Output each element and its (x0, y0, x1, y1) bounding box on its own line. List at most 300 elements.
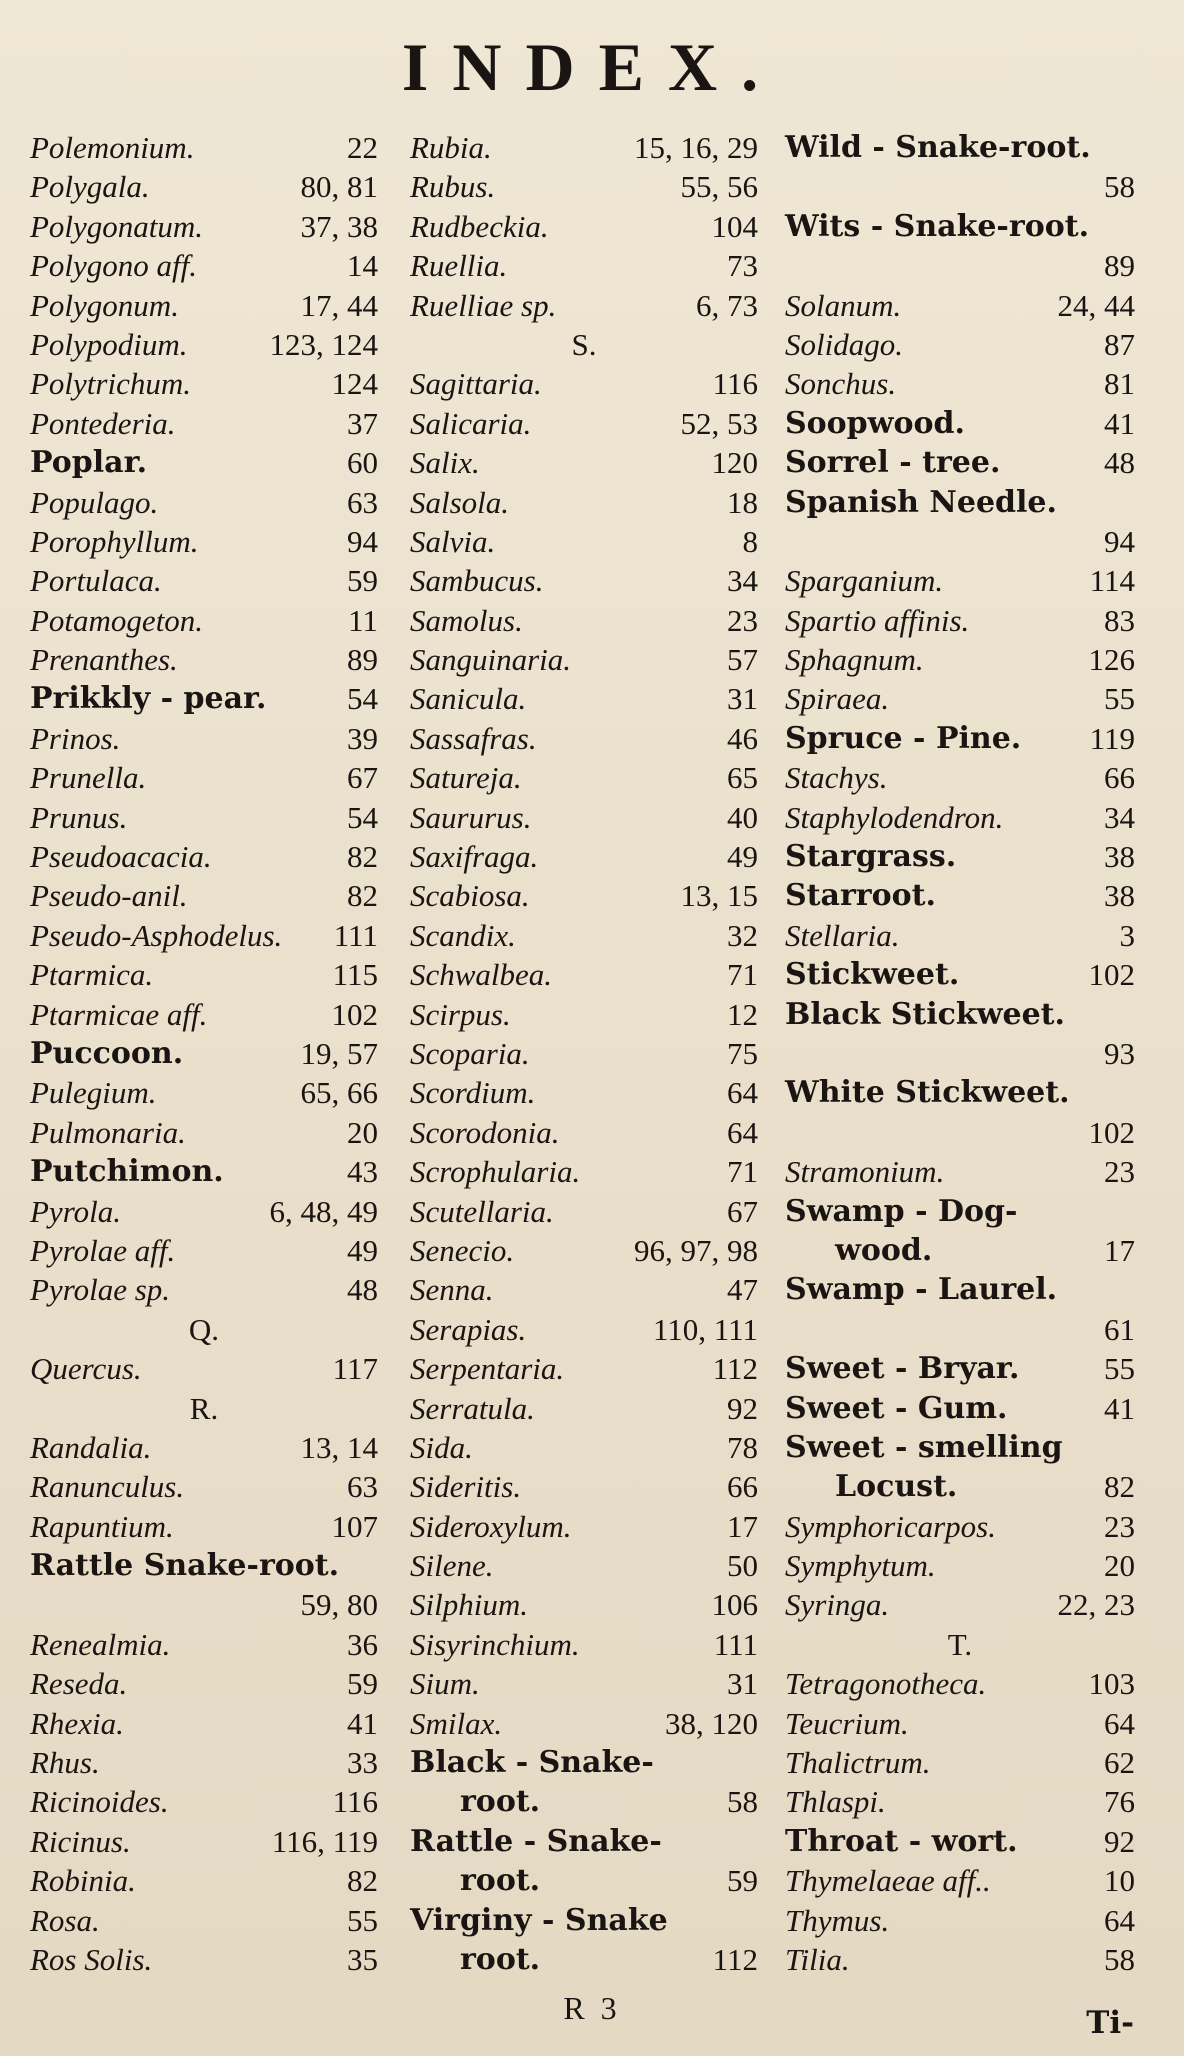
index-page-numbers: 54 (347, 799, 378, 835)
index-page-numbers: 64 (727, 1114, 758, 1150)
index-term: Starroot. (785, 878, 936, 914)
index-page-numbers: 34 (1104, 799, 1135, 835)
index-entry (410, 246, 758, 285)
index-page-numbers: 58 (1104, 169, 1135, 205)
index-term: Ricinoides. (30, 1784, 169, 1820)
index-entry (30, 1270, 378, 1309)
index-entry (410, 837, 758, 876)
index-page-numbers: 33 (347, 1745, 378, 1781)
index-term: Locust. (835, 1469, 958, 1505)
index-entry (30, 995, 378, 1034)
index-page-numbers: 111 (333, 917, 378, 953)
index-entry (30, 1428, 378, 1467)
index-term: Thalictrum. (785, 1745, 931, 1781)
index-entry (785, 876, 1135, 915)
index-page-numbers: 8 (742, 523, 758, 559)
index-entry (410, 483, 758, 522)
index-term: Prunus. (30, 799, 128, 835)
index-entry (30, 1861, 378, 1900)
index-term: Stargrass. (785, 839, 957, 875)
index-entry (30, 561, 378, 600)
index-page-numbers: 65 (727, 760, 758, 796)
index-term: Solanum. (785, 287, 902, 323)
index-entry (785, 1428, 1135, 1467)
index-page-numbers: 36 (347, 1626, 378, 1662)
index-term: Robinia. (30, 1863, 136, 1899)
index-term: Rattle - Snake- (410, 1823, 662, 1859)
index-page-numbers: 43 (347, 1154, 378, 1190)
index-entry (785, 246, 1135, 285)
index-section-letter (30, 1389, 378, 1428)
index-page-numbers: 48 (347, 1272, 378, 1308)
index-entry (410, 1940, 758, 1979)
index-page-numbers: 49 (347, 1232, 378, 1268)
index-page-numbers: 38 (1104, 839, 1135, 875)
index-term: Syringa. (785, 1587, 890, 1623)
index-entry (410, 1822, 758, 1861)
index-term: Rubia. (410, 130, 492, 165)
index-term: Scorodonia. (410, 1114, 560, 1150)
index-entry (30, 1822, 378, 1861)
index-entry (785, 1113, 1135, 1152)
index-page-numbers: 13, 15 (680, 878, 758, 914)
index-term: Senecio. (410, 1232, 515, 1268)
index-term: Sagittaria. (410, 366, 542, 402)
index-entry (785, 1270, 1135, 1309)
index-entry (30, 1546, 378, 1585)
index-entry (30, 1467, 378, 1506)
index-section-letter (30, 1310, 378, 1349)
index-term: Scandix. (410, 917, 516, 953)
index-page-numbers: 31 (727, 1666, 758, 1702)
index-page-numbers: 107 (331, 1508, 378, 1544)
index-entry (410, 207, 758, 246)
index-term: Scirpus. (410, 996, 511, 1032)
index-page-numbers: 116 (712, 366, 758, 402)
index-entry (410, 1349, 758, 1388)
index-page-numbers: 41 (347, 1705, 378, 1741)
index-page-numbers: 22 (347, 130, 378, 165)
index-entry (30, 1782, 378, 1821)
index-entry (410, 1467, 758, 1506)
index-entry (410, 876, 758, 915)
index-entry (30, 1585, 378, 1624)
index-page-numbers: 126 (1088, 642, 1135, 678)
index-entry (30, 128, 378, 167)
index-entry (785, 916, 1135, 955)
index-page-numbers: 19, 57 (300, 1035, 378, 1071)
index-page-numbers: 104 (711, 208, 758, 244)
index-entry (30, 1507, 378, 1546)
index-page-numbers: 13, 14 (300, 1429, 378, 1465)
index-page-numbers: 65, 66 (300, 1075, 378, 1111)
index-term: Scordium. (410, 1075, 536, 1111)
index-entry (785, 561, 1135, 600)
index-entry (410, 955, 758, 994)
index-page-numbers: 119 (1089, 720, 1135, 756)
index-entry (785, 1034, 1135, 1073)
index-page-numbers: 59, 80 (300, 1587, 378, 1623)
index-term: Sideroxylum. (410, 1508, 572, 1544)
index-entry (30, 679, 378, 718)
index-term: Stachys. (785, 760, 888, 796)
index-term: Rhus. (30, 1745, 100, 1781)
index-term: Ranunculus. (30, 1469, 185, 1505)
index-entry (785, 1901, 1135, 1940)
index-term: Prikkly - pear. (30, 681, 267, 717)
index-term: Salsola. (410, 484, 510, 520)
index-term: Sweet - Gum. (785, 1390, 1008, 1426)
index-page-numbers: 111 (713, 1626, 758, 1662)
index-entry (410, 1704, 758, 1743)
index-entry (785, 955, 1135, 994)
index-entry (410, 798, 758, 837)
index-term: Salicaria. (410, 405, 532, 441)
index-entry (410, 1743, 758, 1782)
index-entry (785, 1231, 1135, 1270)
index-page-numbers: 78 (727, 1429, 758, 1465)
index-term: Pyrola. (30, 1193, 121, 1229)
index-page-numbers: 59 (347, 1666, 378, 1702)
index-term: T. (947, 1626, 973, 1662)
index-page-numbers: 75 (727, 1035, 758, 1071)
index-entry (410, 1625, 758, 1664)
index-term: Serratula. (410, 1390, 535, 1426)
index-term: Potamogeton. (30, 602, 204, 638)
index-entry (410, 640, 758, 679)
index-page-numbers: 41 (1104, 405, 1135, 441)
index-term: Rudbeckia. (410, 208, 549, 244)
index-page-numbers: 37 (347, 405, 378, 441)
index-page-numbers: 123, 124 (269, 326, 378, 362)
index-page-numbers: 20 (1104, 1548, 1135, 1584)
index-page-numbers: 80, 81 (300, 169, 378, 205)
index-entry (785, 1585, 1135, 1624)
index-entry (410, 443, 758, 482)
index-page-numbers: 63 (347, 1469, 378, 1505)
index-page-numbers: 94 (1104, 523, 1135, 559)
index-page-numbers: 46 (727, 720, 758, 756)
index-entry (410, 916, 758, 955)
index-entry (30, 1625, 378, 1664)
index-term: Portulaca. (30, 563, 162, 599)
index-term: Stickweet. (785, 957, 960, 993)
index-term: root. (460, 1784, 541, 1820)
index-term: Tilia. (785, 1941, 850, 1977)
index-page-numbers: 31 (727, 681, 758, 717)
index-page-numbers: 120 (711, 445, 758, 481)
index-term: Pyrolae sp. (30, 1272, 171, 1308)
index-page-numbers: 49 (727, 839, 758, 875)
index-page-numbers: 112 (712, 1941, 758, 1977)
index-page-numbers: 17 (727, 1508, 758, 1544)
index-term: root. (460, 1863, 541, 1899)
index-term: Ros Solis. (30, 1941, 153, 1977)
index-entry (410, 286, 758, 325)
index-entry (30, 1073, 378, 1112)
index-term: Putchimon. (30, 1154, 224, 1190)
index-entry (30, 404, 378, 443)
index-page-numbers: 48 (1104, 445, 1135, 481)
index-term: Schwalbea. (410, 957, 553, 993)
index-entry (785, 522, 1135, 561)
index-term: Porophyllum. (30, 523, 199, 559)
index-term: Sanguinaria. (410, 642, 572, 678)
index-page-numbers: 15, 16, 29 (634, 130, 758, 165)
index-page-numbers: 59 (727, 1863, 758, 1899)
index-term: Thymus. (785, 1902, 890, 1938)
index-page-numbers: 67 (727, 1193, 758, 1229)
index-page-numbers: 55 (1104, 1351, 1135, 1387)
index-page-numbers: 82 (347, 839, 378, 875)
index-term: Scutellaria. (410, 1193, 554, 1229)
index-entry (410, 1546, 758, 1585)
index-entry (410, 1861, 758, 1900)
index-page-numbers: 92 (727, 1390, 758, 1426)
index-term: Silphium. (410, 1587, 528, 1623)
index-page-numbers: 47 (727, 1272, 758, 1308)
index-term: White Stickweet. (785, 1075, 1070, 1111)
index-term: Ricinus. (30, 1823, 131, 1859)
index-page-numbers: 71 (727, 957, 758, 993)
index-page-numbers: 23 (1104, 1154, 1135, 1190)
index-entry (410, 1901, 758, 1940)
index-term: wood. (835, 1232, 933, 1268)
index-entry (410, 1034, 758, 1073)
index-term: Renealmia. (30, 1626, 171, 1662)
index-entry (785, 1940, 1135, 1979)
index-entry (410, 167, 758, 206)
index-entry (785, 1546, 1135, 1585)
index-term: Salix. (410, 445, 480, 481)
index-term: Poplar. (30, 445, 148, 481)
index-page-numbers: 61 (1104, 1311, 1135, 1347)
index-page-numbers: 35 (347, 1941, 378, 1977)
index-page-numbers: 23 (727, 602, 758, 638)
index-entry (30, 167, 378, 206)
index-term: Sisyrinchium. (410, 1626, 580, 1662)
index-page-numbers: 87 (1104, 326, 1135, 362)
index-entry (785, 1467, 1135, 1506)
index-page-numbers: 117 (332, 1351, 378, 1387)
index-term: Rosa. (30, 1902, 100, 1938)
index-page-numbers: 17, 44 (300, 287, 378, 323)
index-entry (30, 1704, 378, 1743)
index-term: Rhexia. (30, 1705, 124, 1741)
index-entry (410, 1585, 758, 1624)
index-page-numbers: 17 (1104, 1232, 1135, 1268)
index-page-numbers: 23 (1104, 1508, 1135, 1544)
index-entry (785, 1152, 1135, 1191)
index-page-numbers: 66 (1104, 760, 1135, 796)
index-term: Pulegium. (30, 1075, 157, 1111)
index-page-numbers: 55 (347, 1902, 378, 1938)
index-entry (30, 207, 378, 246)
index-entry (30, 1231, 378, 1270)
index-page-numbers: 73 (727, 248, 758, 284)
index-term: Polytrichum. (30, 366, 191, 402)
index-entry (785, 443, 1135, 482)
index-page-numbers: 62 (1104, 1745, 1135, 1781)
index-page-numbers: 41 (1104, 1390, 1135, 1426)
index-term: Symphytum. (785, 1548, 936, 1584)
index-entry (785, 758, 1135, 797)
index-term: Ptarmicae aff. (30, 996, 208, 1032)
index-term: Black Stickweet. (785, 996, 1065, 1032)
index-page-numbers: 10 (1104, 1863, 1135, 1899)
index-page-numbers: 116, 119 (271, 1823, 378, 1859)
index-page-numbers: 38 (1104, 878, 1135, 914)
index-term: Virginy - Snake (410, 1902, 668, 1938)
index-entry (410, 1113, 758, 1152)
index-term: Ptarmica. (30, 957, 154, 993)
index-term: Black - Snake- (410, 1745, 654, 1781)
index-term: Stellaria. (785, 917, 900, 953)
index-page-numbers: 18 (727, 484, 758, 520)
index-page-numbers: 60 (347, 445, 378, 481)
index-entry (410, 1270, 758, 1309)
index-page-numbers: 89 (1104, 248, 1135, 284)
index-entry (410, 1507, 758, 1546)
index-entry (410, 758, 758, 797)
index-term: Sorrel - tree. (785, 445, 1001, 481)
index-term: Saxifraga. (410, 839, 539, 875)
index-term: Scoparia. (410, 1035, 530, 1071)
index-term: Pseudoacacia. (30, 839, 212, 875)
index-page-numbers: 59 (347, 563, 378, 599)
index-entry (30, 443, 378, 482)
index-term: Polygono aff. (30, 248, 198, 284)
index-page-numbers: 102 (1088, 957, 1135, 993)
index-term: Soopwood. (785, 405, 965, 441)
index-page-numbers: 81 (1104, 366, 1135, 402)
index-entry (410, 1192, 758, 1231)
index-term: Stramonium. (785, 1154, 945, 1190)
index-term: Prenanthes. (30, 642, 178, 678)
index-term: Sideritis. (410, 1469, 522, 1505)
index-term: S. (571, 326, 597, 362)
index-entry (785, 719, 1135, 758)
index-page-numbers: 64 (727, 1075, 758, 1111)
index-entry (30, 1743, 378, 1782)
index-entry (410, 1152, 758, 1191)
index-page-numbers: 71 (727, 1154, 758, 1190)
index-entry (410, 364, 758, 403)
index-entry (785, 679, 1135, 718)
index-page-numbers: 93 (1104, 1035, 1135, 1071)
index-page-numbers: 102 (1088, 1114, 1135, 1150)
index-page-numbers: 11 (348, 602, 378, 638)
index-page-numbers: 55 (1104, 681, 1135, 717)
index-page-numbers: 115 (332, 957, 378, 993)
index-term: Sparganium. (785, 563, 944, 599)
index-page-numbers: 3 (1119, 917, 1135, 953)
index-page-numbers: 76 (1104, 1784, 1135, 1820)
index-term: Polypodium. (30, 326, 188, 362)
index-entry (785, 1073, 1135, 1112)
index-page-numbers: 89 (347, 642, 378, 678)
index-section-letter (785, 1625, 1135, 1664)
index-page-numbers: 110, 111 (652, 1311, 758, 1347)
index-page-numbers: 54 (347, 681, 378, 717)
index-entry (785, 1861, 1135, 1900)
index-page-numbers: 66 (727, 1469, 758, 1505)
index-page-numbers: 94 (347, 523, 378, 559)
index-page-numbers: 39 (347, 720, 378, 756)
index-entry (410, 601, 758, 640)
index-page-numbers: 12 (727, 996, 758, 1032)
index-term: Scabiosa. (410, 878, 530, 914)
index-term: Sambucus. (410, 563, 544, 599)
index-entry (30, 1940, 378, 1979)
index-page-numbers: 22, 23 (1057, 1587, 1135, 1623)
index-term: Reseda. (30, 1666, 128, 1702)
index-term: Senna. (410, 1272, 494, 1308)
index-term: Spiraea. (785, 681, 890, 717)
index-page-numbers: 92 (1104, 1823, 1135, 1859)
index-entry (30, 1901, 378, 1940)
signature-mark: R 3 (563, 1990, 621, 2026)
catchword: Ti- (1086, 2005, 1134, 2041)
index-entry (30, 758, 378, 797)
index-term: Sonchus. (785, 366, 897, 402)
index-term: Ruelliae sp. (410, 287, 557, 323)
index-page-numbers: 112 (712, 1351, 758, 1387)
index-entry (30, 876, 378, 915)
index-term: root. (460, 1941, 541, 1977)
index-entry (785, 128, 1135, 167)
index-term: Spanish Needle. (785, 484, 1057, 520)
index-page-numbers: 96, 97, 98 (634, 1232, 758, 1268)
index-entry (30, 1664, 378, 1703)
index-page-numbers: 57 (727, 642, 758, 678)
index-page-numbers: 14 (347, 248, 378, 284)
index-page-numbers: 32 (727, 917, 758, 953)
page-title: INDEX. (401, 29, 783, 105)
index-term: Saururus. (410, 799, 532, 835)
index-term: Quercus. (30, 1351, 142, 1387)
index-page-numbers: 103 (1088, 1666, 1135, 1702)
index-term: Rapuntium. (30, 1508, 174, 1544)
index-term: Pontederia. (30, 405, 176, 441)
index-entry (30, 483, 378, 522)
index-entry (410, 1073, 758, 1112)
index-page-numbers: 116 (332, 1784, 378, 1820)
index-entry (410, 561, 758, 600)
index-column-3 (785, 128, 1135, 1988)
index-term: Pyrolae aff. (30, 1232, 176, 1268)
index-page-numbers: 64 (1104, 1902, 1135, 1938)
index-entry (30, 1192, 378, 1231)
index-term: Pulmonaria. (30, 1114, 186, 1150)
index-entry (30, 1034, 378, 1073)
index-entry (30, 1349, 378, 1388)
index-entry (785, 1782, 1135, 1821)
index-entry (785, 995, 1135, 1034)
index-entry (410, 995, 758, 1034)
index-entry (785, 1664, 1135, 1703)
index-page-numbers: 6, 73 (696, 287, 758, 323)
index-page-numbers: 37, 38 (300, 208, 378, 244)
index-term: Randalia. (30, 1429, 152, 1465)
index-term: Serapias. (410, 1311, 527, 1347)
index-term: R. (189, 1390, 219, 1426)
index-page-numbers: 58 (727, 1784, 758, 1820)
index-entry (30, 955, 378, 994)
index-term: Wits - Snake-root. (785, 208, 1090, 244)
index-term: Sanicula. (410, 681, 527, 717)
index-entry (785, 1507, 1135, 1546)
